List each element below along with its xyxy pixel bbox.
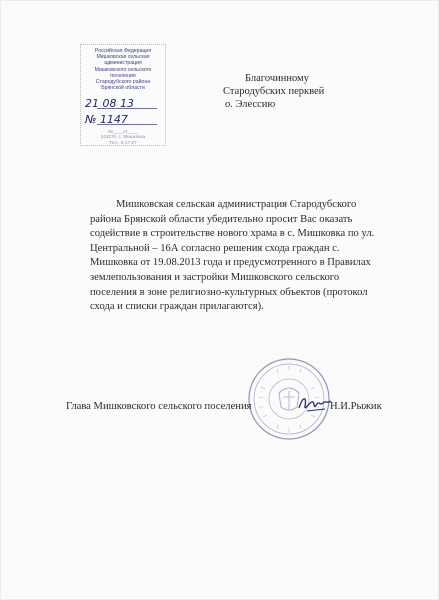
stamp-footer-line: 243270, с. Мишковка (100, 134, 146, 140)
addressee-line: Стародубских перквей (223, 86, 325, 97)
signatory-title: Глава Мишковского сельского поселения (66, 401, 252, 412)
addressee-block (223, 72, 413, 111)
signatory-name: Н.И.Рыжик (330, 401, 382, 412)
stamp-header (81, 48, 165, 91)
stamp-date: 21 08 13 (85, 97, 134, 110)
stamp-footer-line: №____от____ (108, 129, 138, 134)
stamp-line: Мишковского сельского (94, 66, 152, 73)
registration-stamp (80, 44, 166, 146)
stamp-line: поселения (110, 72, 136, 79)
stamp-footer-line: Тел.: 9-17-27 (109, 139, 137, 145)
stamp-line: Стародубского района (95, 79, 151, 86)
stamp-line: Брянской области (101, 85, 145, 92)
stamp-footer (81, 129, 165, 145)
stamp-number-value: 1147 (99, 113, 128, 126)
handwritten-signature-icon (295, 392, 335, 416)
addressee-line: Благочинному (245, 73, 309, 84)
stamp-line: Российская Федерация (94, 48, 152, 54)
stamp-line: Мишковская сельская (96, 54, 150, 61)
stamp-number: № 1147 (85, 113, 128, 126)
addressee-line: о. Элессию (225, 99, 276, 110)
letter-body: Мишковская сельская администрация Стародубского района Брянской области убедительно просит Вас оказать содействие в строительстве нового храма в с. Мишковка по ул. Центральной – 16А согласно решения схода граждан с. Мишковка от 19.08.2013 года и предусмотренного в Правилах землепользования и застройки Мишковского сельского поселения в зоне религиозно-культурных объектов (протокол схода и списки граждан прилагаются). (90, 199, 375, 313)
stamp-line: администрация (104, 60, 142, 67)
